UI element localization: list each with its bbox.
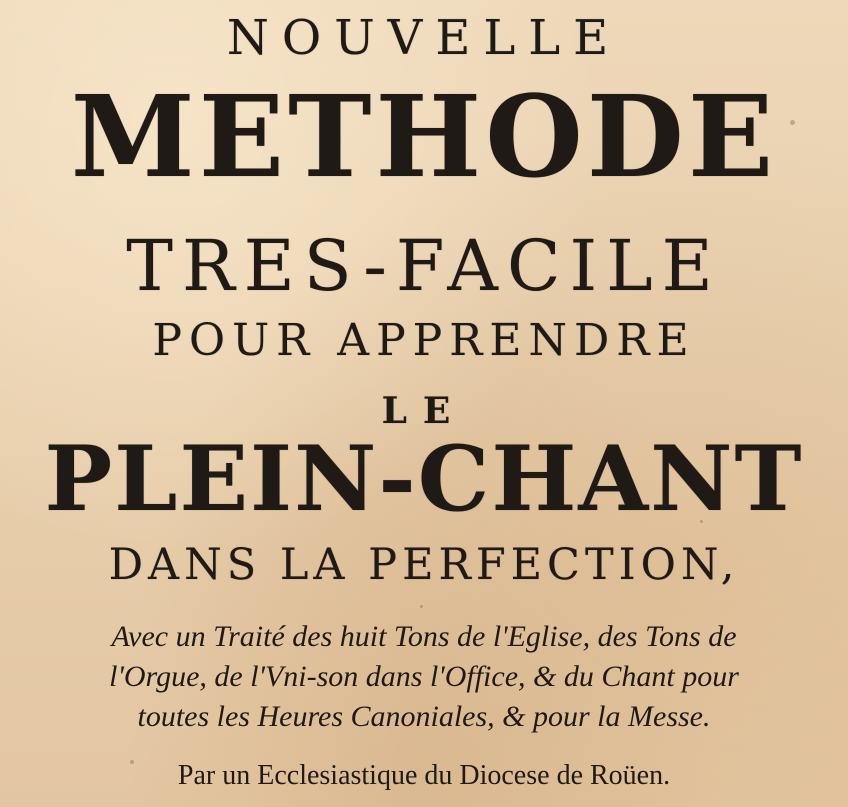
title-line-le: LE <box>381 390 467 432</box>
title-line-pour-apprendre: POUR APPRENDRE <box>152 315 696 366</box>
paper-speck <box>420 605 423 608</box>
subtitle-line-2: l'Orgue, de l'Vni-son dans l'Office, & du Chant pour <box>109 660 739 693</box>
title-line-tres-facile: TRES-FACILE <box>126 225 722 307</box>
title-line-plein-chant: PLEIN-CHANT <box>44 426 804 532</box>
subtitle-line-1: Avec un Traité des huit Tons de l'Eglise, des Tons de <box>111 620 737 653</box>
title-line-nouvelle: NOUVELLE <box>226 10 622 66</box>
subtitle-line-3: toutes les Heures Canoniales, & pour la Messe. <box>137 700 711 733</box>
title-line-methode: METHODE <box>70 72 778 203</box>
author-line: Par un Ecclesiastique du Diocese de Roüen. <box>177 760 671 791</box>
title-line-dans-la-perfection: DANS LA PERFECTION, <box>108 540 740 590</box>
